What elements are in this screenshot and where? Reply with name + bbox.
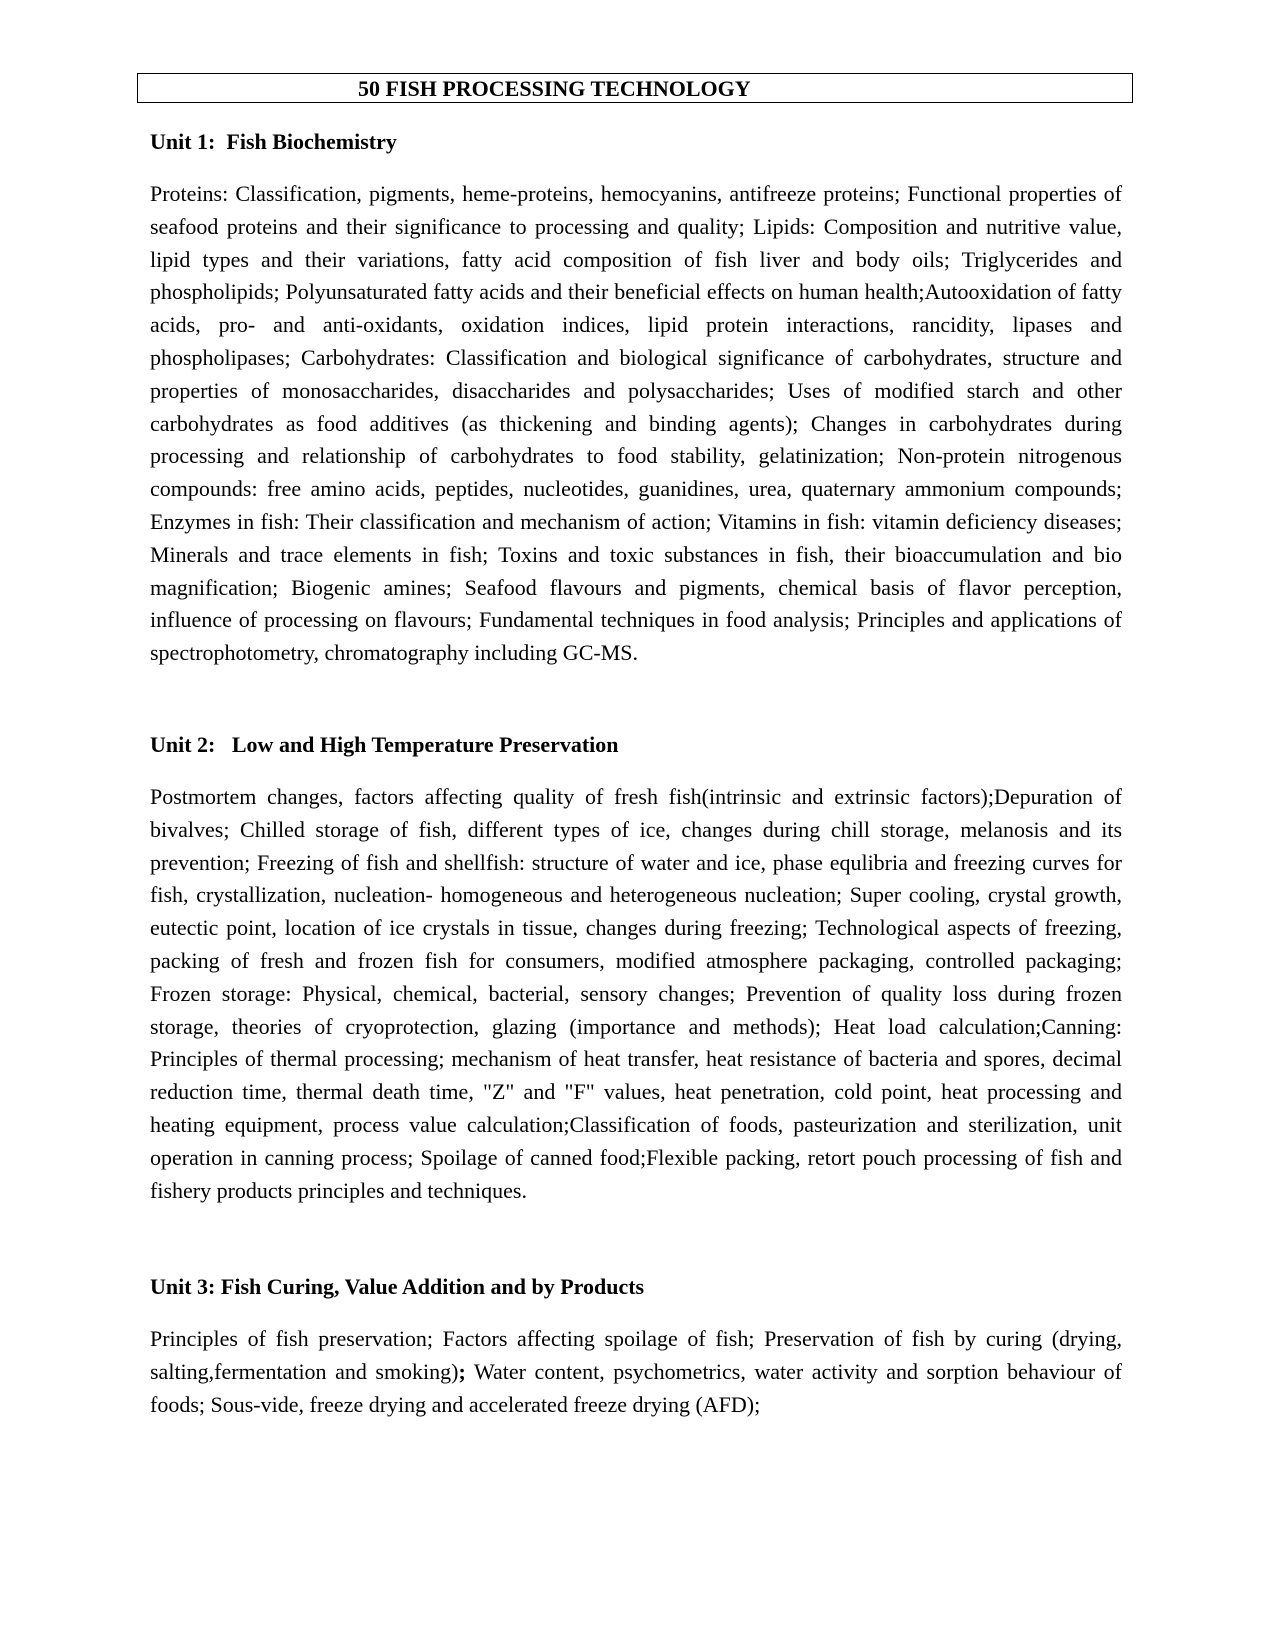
unit-3-body-semicolon: ; (458, 1358, 466, 1384)
unit-3-body (150, 1323, 1122, 1421)
unit-3-body-part1: Principles of fish preservation; Factors affecting spoilage of fish; Preservation of fish by curing (drying, salting,fermentation and smoking) (150, 1326, 1122, 1384)
document-title: 50 FISH PROCESSING TECHNOLOGY (358, 76, 751, 101)
unit-2-heading: Unit 2: Low and High Temperature Preservation (150, 732, 619, 757)
unit-1-heading: Unit 1: Fish Biochemistry (150, 129, 397, 154)
unit-3-heading: Unit 3: Fish Curing, Value Addition and by Products (150, 1274, 645, 1299)
unit-3-body-part2: Water content, psychometrics, water activity and sorption behaviour of foods; Sous-vide, freeze drying and accelerated freeze drying (AFD); (150, 1358, 1122, 1417)
unit-2-body: Postmortem changes, factors affecting quality of fresh fish(intrinsic and extrinsic factors);Depuration of bivalves; Chilled storage of fish, different types of ice, changes during chill storage, melanosis and its prevention; Freezing of fish and shellfish: structure of water and ice, phase equlibria and freezing curves for fish, crystallization, nucleation- homogeneous and heterogeneous nucleation; Super cooling, crystal growth, eutectic point, location of ice crystals in tissue, changes during freezing; Technological aspects of freezing, packing of fresh and frozen fish for consumers, modified atmosphere packaging, controlled packaging; Frozen storage: Physical, chemical, bacterial, sensory changes; Prevention of quality loss during frozen storage, theories of cryoprotection, glazing (importance and methods); Heat load calculation;Canning: Principles of thermal processing; mechanism of heat transfer, heat resistance of bacteria and spores, decimal reduction time, thermal death time, "Z" and "F" values, heat penetration, cold point, heat processing and heating equipment, process value calculation;Classification of foods, pasteurization and sterilization, unit operation in canning process; Spoilage of canned food;Flexible packing, retort pouch processing of fish and fishery products principles and techniques. (150, 784, 1122, 1203)
unit-1-body: Proteins: Classification, pigments, heme-proteins, hemocyanins, antifreeze proteins; Functional properties of seafood proteins and their significance to processing and quality; Lipids: Composition and nutritive value, lipid types and their variations, fatty acid composition of fish liver and body oils; Triglycerides and phospholipids; Polyunsaturated fatty acids and their beneficial effects on human health;Autooxidation of fatty acids, pro- and anti-oxidants, oxidation indices, lipid protein interactions, rancidity, lipases and phospholipases; Carbohydrates: Classification and biological significance of carbohydrates, structure and properties of monosaccharides, disaccharides and polysaccharides; Uses of modified starch and other carbohydrates as food additives (as thickening and binding agents); Changes in carbohydrates during processing and relationship of carbohydrates to food stability, gelatinization; Non-protein nitrogenous compounds: free amino acids, peptides, nucleotides, guanidines, urea, quaternary ammonium compounds; Enzymes in fish: Their classification and mechanism of action; Vitamins in fish: vitamin deficiency diseases; Minerals and trace elements in fish; Toxins and toxic substances in fish, their bioaccumulation and bio magnification; Biogenic amines; Seafood flavours and pigments, chemical basis of flavor perception, influence of processing on flavours; Fundamental techniques in food analysis; Principles and applications of spectrophotometry, chromatography including GC-MS. (150, 181, 1122, 666)
title-box (137, 73, 1133, 103)
